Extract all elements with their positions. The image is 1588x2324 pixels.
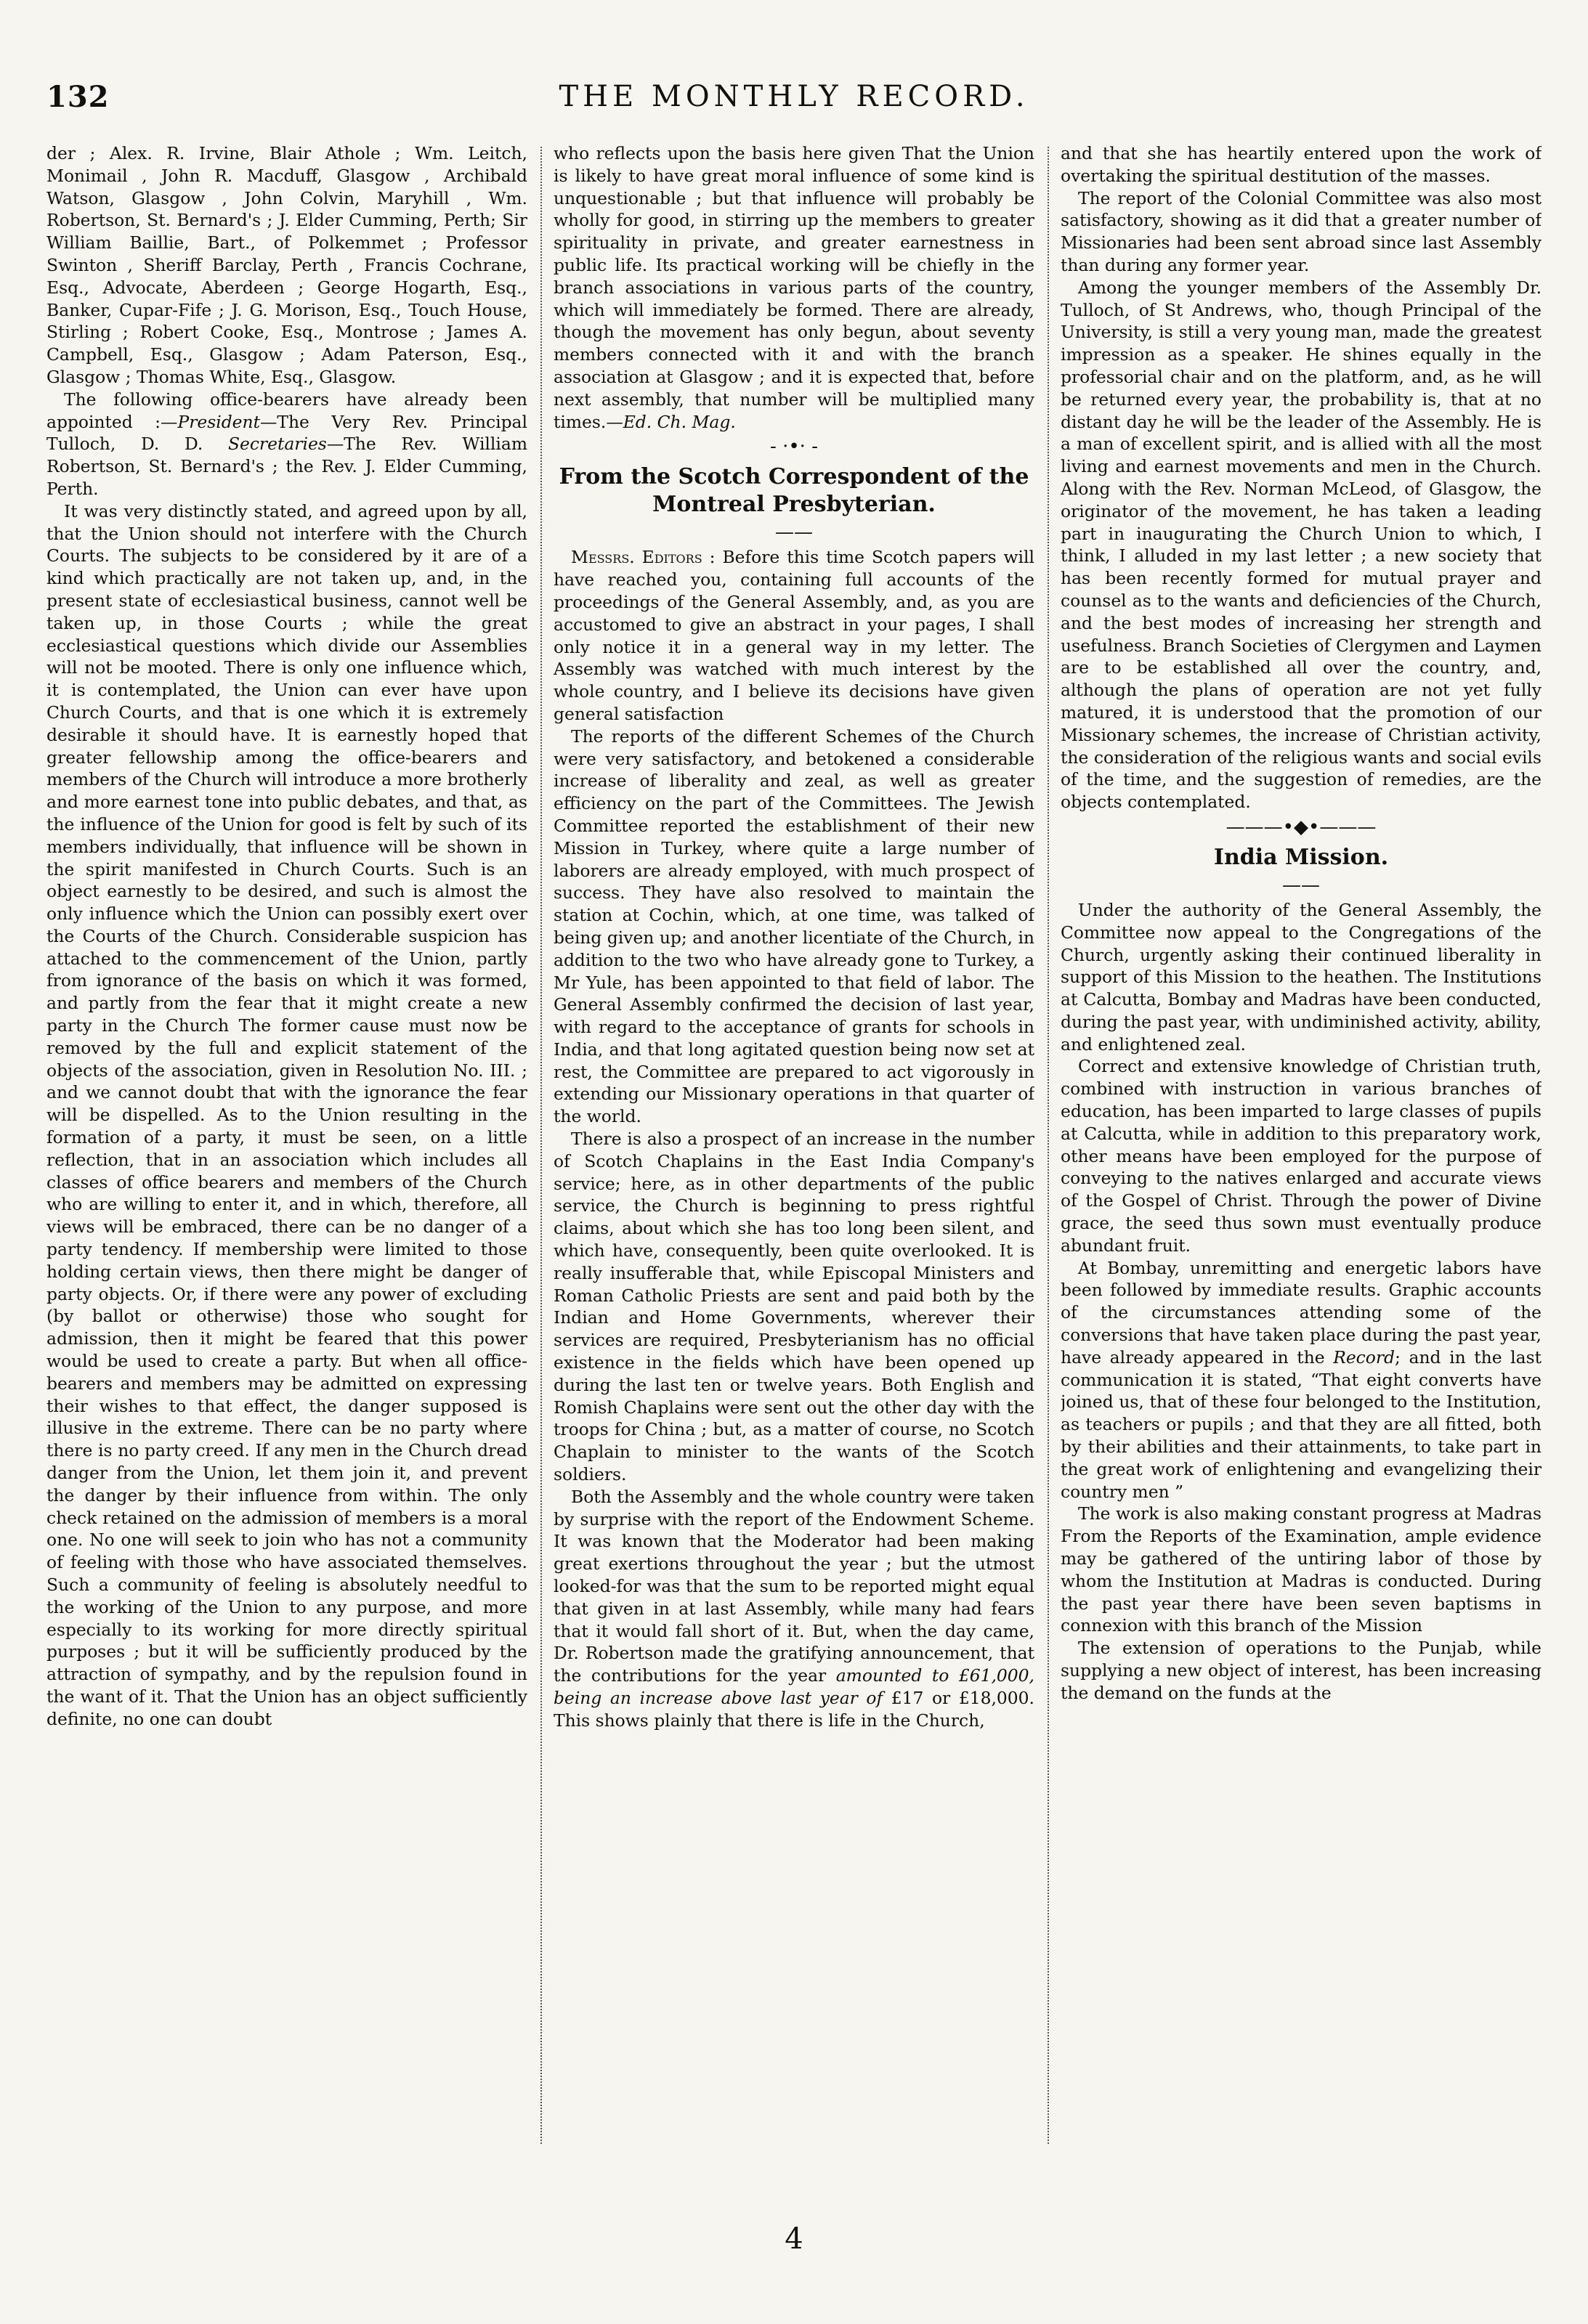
calcutta-paragraph: Correct and extensive knowledge of Christian truth, combined with instruction in various branches of education, has been imparted to large classes of pupils at Calcutta, while in addition to this preparatory work, other means have been employed for the purpose of conveying to the natives enlarged and accurate views of the Gospel of Christ. Through the power of Divine grace, the seed thus sown must eventually produce abundant fruit. — [1061, 1056, 1542, 1256]
column-rule — [540, 147, 542, 2144]
church-continuation-paragraph: and that she has heartily entered upon the work of overtaking the spiritual destitution of the masses. — [1061, 143, 1542, 186]
union-continuation-paragraph: who reflects upon the basis here given That the Union is likely to have great moral influence of some kind is unquestionable ; but that influence will probably be wholly for good, in stirring up the members to greater spirituality in private, and greater earnestness in public life. Its practical working will be chiefly in the branch associations in various parts of the country, which will immediately be formed. There are already, though the movement has only begun, about seventy members connected with it and with the branch association at Glasgow ; and it is expected that, before next assembly, that number will be multiplied many times.—Ed. Ch. Mag. — [554, 143, 1034, 432]
section-ornament: ———•◆•——— — [1226, 816, 1377, 838]
title-dash: —— — [775, 521, 813, 544]
bombay-paragraph: At Bombay, unremitting and energetic labors have been followed by immediate results. Graphic accounts of the circumstances attending some of the conversions that have taken place during the past year, have already appeared in the Record; and in the last communication it is stated, “That eight converts have joined us, that of these four belonged to the Institution, as teachers or pupils ; and that they are all fitted, both by their abilities and their attainments, to take part in the great work of enlightening and evangelizing their country men ” — [1061, 1257, 1542, 1502]
source-signature: Ed. Ch. Mag. — [623, 411, 736, 432]
page-header — [46, 80, 1542, 123]
title-dash: —— — [1282, 874, 1320, 896]
member-list-paragraph: der ; Alex. R. Irvine, Blair Athole ; Wm. Leitch, Monimail , John R. Macduff, Glasgow , Archibald Watson, Glasgow , John Colvin, Maryhill , Wm. Robertson, St. Bernard's ; J. Elder Cumming, Perth; Sir William Baillie, Bart., of Polkemmet ; Professor Swinton , Sheriff Barclay, Perth , Francis Cochrane, Esq., Advocate, Aberdeen ; George Hogarth, Esq., Banker, Cupar-Fife ; J. G. Morison, Esq., Touch House, Stirling ; Robert Cooke, Esq., Montrose ; James A. Campbell, Esq., Glasgow ; Adam Paterson, Esq., Glasgow ; Thomas White, Esq., Glasgow. — [46, 143, 527, 387]
colonial-committee-paragraph: The report of the Colonial Committee was also most satisfactory, showing as it did that a greater number of Missionaries had been sent abroad since last Assembly than during any former year. — [1061, 187, 1542, 275]
madras-paragraph: The work is also making constant progress at Madras From the Reports of the Examination, ample evidence may be gathered of the untiring labor of those by whom the Institution at Madras is conducted. During the past year there have been seven baptisms in connexion with this branch of the Mission — [1061, 1503, 1542, 1636]
column-left — [46, 142, 527, 2147]
endowment-paragraph: Both the Assembly and the whole country were taken by surprise with the report of the Endowment Scheme. It was known that the Moderator had been making great exertions throughout the year ; but the utmost looked-for was that the sum to be reported might equal that given in at last Assembly, while many had fears that it would fall short of it. But, when the day came, Dr. Robertson made the gratifying announcement, that the contributions for the year amounted to £61,000, being an increase above last year of £17 or £18,000. This shows plainly that there is life in the Church, — [554, 1486, 1034, 1731]
section-title-scotch-correspondent: From the Scotch Correspondent of the Montreal Presbyterian. — [559, 464, 1029, 518]
union-courts-paragraph: It was very distinctly stated, and agreed upon by all, that the Union should not interfere with the Church Courts. The subjects to be considered by it are of a kind which practically are not taken up, and, in the present state of ecclesiastical business, cannot well be taken up, in those Courts ; while the great ecclesiastical questions which divide our Assemblies will not be mooted. There is only one influence which, it is contemplated, the Union can ever have upon Church Courts, and that is one which it is extremely desirable it should have. It is earnestly hoped that greater fellowship among the office-bearers and members of the Church will introduce a more brotherly and more earnest tone into public debates, and that, as the influence of the Union for good is felt by such of its members individually, that influence will be shown in the spirit manifested in Church Courts. Such is an object earnestly to be desired, and such is almost the only influence which the Union can possibly exert over the Courts of the Church. Considerable suspicion has attached to the commencement of the Union, partly from ignorance of the basis on which it was formed, and partly from the fear that it might create a new party in the Church The former cause must now be removed by the full and explicit statement of the objects of the association, given in Resolution No. III. ; and we cannot doubt that with the ignorance the fear will be dispelled. As to the Union resulting in the formation of a party, it must be seen, on a little reflection, that in an association which includes all classes of office bearers and members of the Church who are willing to enter it, and in which, therefore, all views will be embraced, there can be no danger of a party tendency. If membership were limited to those holding certain views, then there might be danger of party objects. Or, if there were any power of excluding (by ballot or otherwise) those who sought for admission, then it might be feared that this power would be used to create a party. But when all office-bearers and members may be admitted on expressing their wishes to that effect, the danger supposed is illusive in the extreme. There can be no party where there is no party creed. If any men in the Church dread danger from the Union, let them join it, and prevent the danger by their influence from within. The only check retained on the admission of members is a moral one. No one will seek to join who has not a community of feeling with those who have associated themselves. Such a community of feeling is absolutely needful to the working of the Union to any purpose, and more especially to its working for more directly spiritual purposes ; but it will be sufficiently produced by the attraction of sympathy, and by the repulsion found in the want of it. That the Union has an object sufficiently definite, no one can doubt — [46, 500, 527, 1729]
schemes-report-paragraph: The reports of the different Schemes of the Church were very satisfactory, and betokened a considerable increase of liberality and zeal, as well as greater efficiency on the part of the Committees. The Jewish Committee reported the establishment of their new Mission in Turkey, where quite a large number of laborers are already employed, with much prospect of success. They have also resolved to maintain the station at Cochin, which, at one time, was talked of being given up; and another licentiate of the Church, in addition to the two who have already gone to Turkey, a Mr Yule, has been appointed to that field of labor. The General Assembly confirmed the decision of last year, with regard to the acceptance of grants for schools in India, and that long agitated question being now set at rest, the Committee are prepared to act vigorously in extending our Missionary operations in that quarter of the world. — [554, 726, 1034, 1127]
column-right — [1061, 142, 1542, 2147]
office-bearers-paragraph: The following office-bearers have already been appointed :—President—The Very Rev. Principal Tulloch, D. D. Secretaries—The Rev. William Robertson, St. Bernard's ; the Rev. J. Elder Cumming, Perth. — [46, 389, 527, 499]
column-rule — [1048, 147, 1049, 2144]
running-title: THE MONTHLY RECORD. — [559, 80, 1029, 113]
india-appeal-paragraph: Under the authority of the General Assembly, the Committee now appeal to the Congregations of the Church, urgently asking their continued liberality in support of this Mission to the heathen. The Institutions at Calcutta, Bombay and Madras have been conducted, during the past year, with undiminished activity, ability, and enlightened zeal. — [1061, 899, 1542, 1055]
page-number: 132 — [46, 80, 110, 114]
folio-number: 4 — [785, 2222, 803, 2256]
section-ornament: - ·•· - — [770, 436, 818, 458]
punjab-paragraph: The extension of operations to the Punjab, while supplying a new object of interest, has been increasing the demand on the funds at the — [1061, 1638, 1542, 1703]
letter-opening-paragraph: Messrs. Editors : Before this time Scotch papers will have reached you, containing full accounts of the proceedings of the General Assembly, and, as you are accustomed to give an abstract in your pages, I shall only notice it in a general way in my letter. The Assembly was watched with much interest by the whole country, and I believe its decisions have given general satisfaction — [554, 547, 1034, 724]
section-title-india-mission: India Mission. — [1213, 844, 1389, 870]
column-middle — [554, 142, 1034, 2147]
dr-tulloch-paragraph: Among the younger members of the Assembly Dr. Tulloch, of St Andrews, who, though Principal of the University, is still a very young man, made the greatest impression as a speaker. He shines equally in the professorial chair and on the platform, and, as he will be returned every year, the probability is, that at no distant day he will be the leader of the Assembly. He is a man of excellent spirit, and is allied with all the most living and earnest movements and men in the Church. Along with the Rev. Norman McLeod, of Glasgow, the originator of the movement, he has taken a leading part in inaugurating the Church Union to which, I think, I alluded in my last letter ; a new society that has been recently formed for mutual prayer and counsel as to the wants and deficiencies of the Church, and the best modes of increasing her strength and usefulness. Branch Societies of Clergymen and Laymen are to be established all over the country, and, although the plans of operation are not yet fully matured, it is understood that the promotion of our Missionary schemes, the increase of Christian activity, the consideration of the religious wants and social evils of the time, and the suggestion of remedies, are the objects contemplated. — [1061, 277, 1542, 813]
chaplains-paragraph: There is also a prospect of an increase in the number of Scotch Chaplains in the East India Company's service; here, as in other departments of the public service, the Church is beginning to press rightful claims, about which she has too long been silent, and which have, consequently, been quite overlooked. It is really insufferable that, while Episcopal Ministers and Roman Catholic Priests are sent and paid both by the Indian and Home Governments, wherever their services are required, Presbyterianism has no official existence in the fields which have been opened up during the last ten or twelve years. Both English and Romish Chaplains were sent out the other day with the troops for China ; but, as a matter of course, no Scotch Chaplain to minister to the wants of the Scotch soldiers. — [554, 1129, 1034, 1485]
text-columns — [46, 142, 1542, 2147]
